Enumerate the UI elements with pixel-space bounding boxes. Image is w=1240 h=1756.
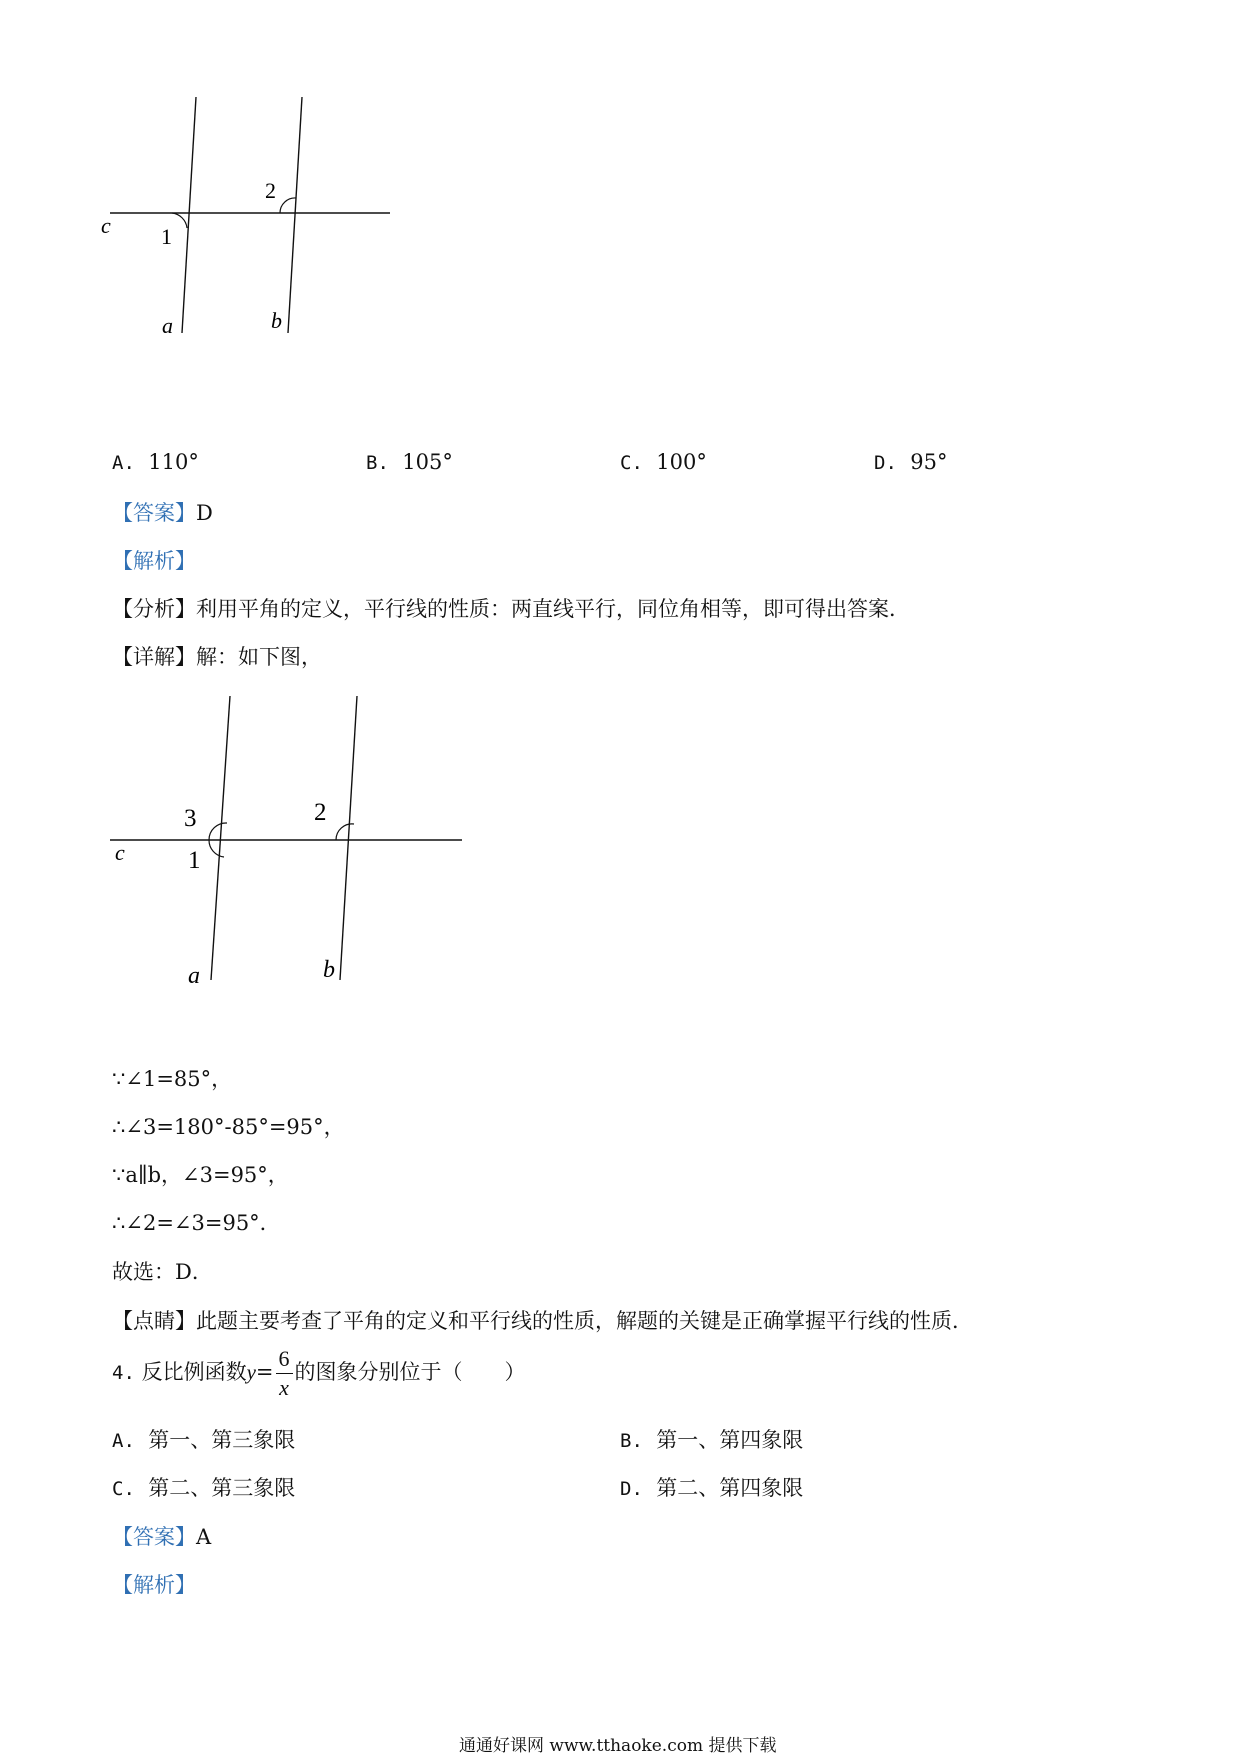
answer-value: D <box>196 501 213 525</box>
page-footer: 通通好课网 www.tthaoke.com 提供下载 <box>459 1736 777 1756</box>
q3-analysis-tag: 【解析】 <box>112 549 196 573</box>
label-3: 3 <box>184 805 197 832</box>
angle-2-arc <box>280 198 296 213</box>
label-a: a <box>188 963 200 989</box>
solution-line-4: ∴∠2=∠3=95°． <box>112 1211 281 1235</box>
fenxi-tag: 【分析】 <box>112 597 196 621</box>
option-letter: A. <box>112 1430 135 1452</box>
label-1: 1 <box>161 224 172 249</box>
solution-line-2: ∴∠3=180°-85°=95°， <box>112 1115 345 1139</box>
option-letter: B. <box>366 452 389 474</box>
q3-fenxi <box>112 593 910 623</box>
dianjing <box>112 1305 973 1335</box>
answer-value: A <box>196 1525 212 1549</box>
dianjing-tag: 【点睛】 <box>112 1309 196 1333</box>
solution-line-3: ∵a∥b，∠3=95°， <box>112 1163 289 1187</box>
q4-analysis-tag: 【解析】 <box>112 1573 196 1597</box>
choose-line: 故选：D． <box>112 1260 213 1284</box>
angle-1-arc <box>209 840 224 857</box>
q3-answer <box>112 497 213 527</box>
fenxi-text: 利用平角的定义，平行线的性质：两直线平行，同位角相等，即可得出答案． <box>196 597 910 621</box>
q4-number: 4. <box>112 1362 135 1384</box>
q4-question <box>112 1348 526 1399</box>
q3-xiangjie <box>112 641 322 671</box>
fraction-denominator: x <box>279 1375 289 1400</box>
option-text: 第二、第三象限 <box>148 1476 296 1500</box>
line-a <box>211 696 230 980</box>
option-letter: C. <box>112 1478 135 1500</box>
option-text: 100° <box>656 450 707 474</box>
option-letter: B. <box>620 1430 643 1452</box>
q4-option-d <box>620 1472 803 1502</box>
option-text: 105° <box>402 450 453 474</box>
answer-tag: 【答案】 <box>112 1525 196 1549</box>
q4-equals: = <box>255 1360 274 1384</box>
option-text: 110° <box>148 450 199 474</box>
option-letter: A. <box>112 452 135 474</box>
line-b <box>340 696 357 980</box>
label-2: 2 <box>265 178 276 203</box>
q4-option-c <box>112 1472 295 1502</box>
xiangjie-tag: 【详解】 <box>112 645 196 669</box>
label-1: 1 <box>188 847 201 874</box>
q4-answer <box>112 1521 211 1551</box>
label-a: a <box>162 313 173 338</box>
solution-line-1: ∵∠1=85°， <box>112 1067 233 1091</box>
q4-prefix: 反比例函数 <box>141 1360 247 1384</box>
option-text: 95° <box>910 450 948 474</box>
line-b <box>288 97 302 333</box>
figure-2-parallel-lines <box>100 690 480 990</box>
label-c: c <box>101 213 111 238</box>
angle-3-arc <box>209 823 227 840</box>
q3-option-b <box>366 450 453 474</box>
option-text: 第一、第四象限 <box>656 1428 804 1452</box>
option-text: 第二、第四象限 <box>656 1476 804 1500</box>
angle-2-arc <box>336 824 354 840</box>
q3-option-a <box>112 450 199 474</box>
xiangjie-text: 解：如下图， <box>196 645 322 669</box>
angle-1-arc <box>172 213 187 228</box>
option-letter: D. <box>874 452 897 474</box>
answer-tag: 【答案】 <box>112 501 196 525</box>
label-c: c <box>115 840 125 865</box>
option-text: 第一、第三象限 <box>148 1428 296 1452</box>
q4-option-a <box>112 1424 295 1454</box>
q4-suffix: 的图象分别位于（ ） <box>294 1360 526 1384</box>
q3-option-d <box>874 450 947 474</box>
q4-option-b <box>620 1424 803 1454</box>
q4-fraction <box>276 1348 293 1399</box>
label-b: b <box>323 957 335 983</box>
line-a <box>182 97 196 333</box>
figure-1-parallel-lines <box>100 95 440 385</box>
label-2: 2 <box>314 799 327 826</box>
q4-var-y: y <box>246 1360 256 1384</box>
label-b: b <box>271 308 282 333</box>
fraction-numerator: 6 <box>276 1348 293 1374</box>
dianjing-text: 此题主要考查了平角的定义和平行线的性质，解题的关键是正确掌握平行线的性质． <box>196 1309 973 1333</box>
q3-option-c <box>620 450 707 474</box>
option-letter: C. <box>620 452 643 474</box>
option-letter: D. <box>620 1478 643 1500</box>
